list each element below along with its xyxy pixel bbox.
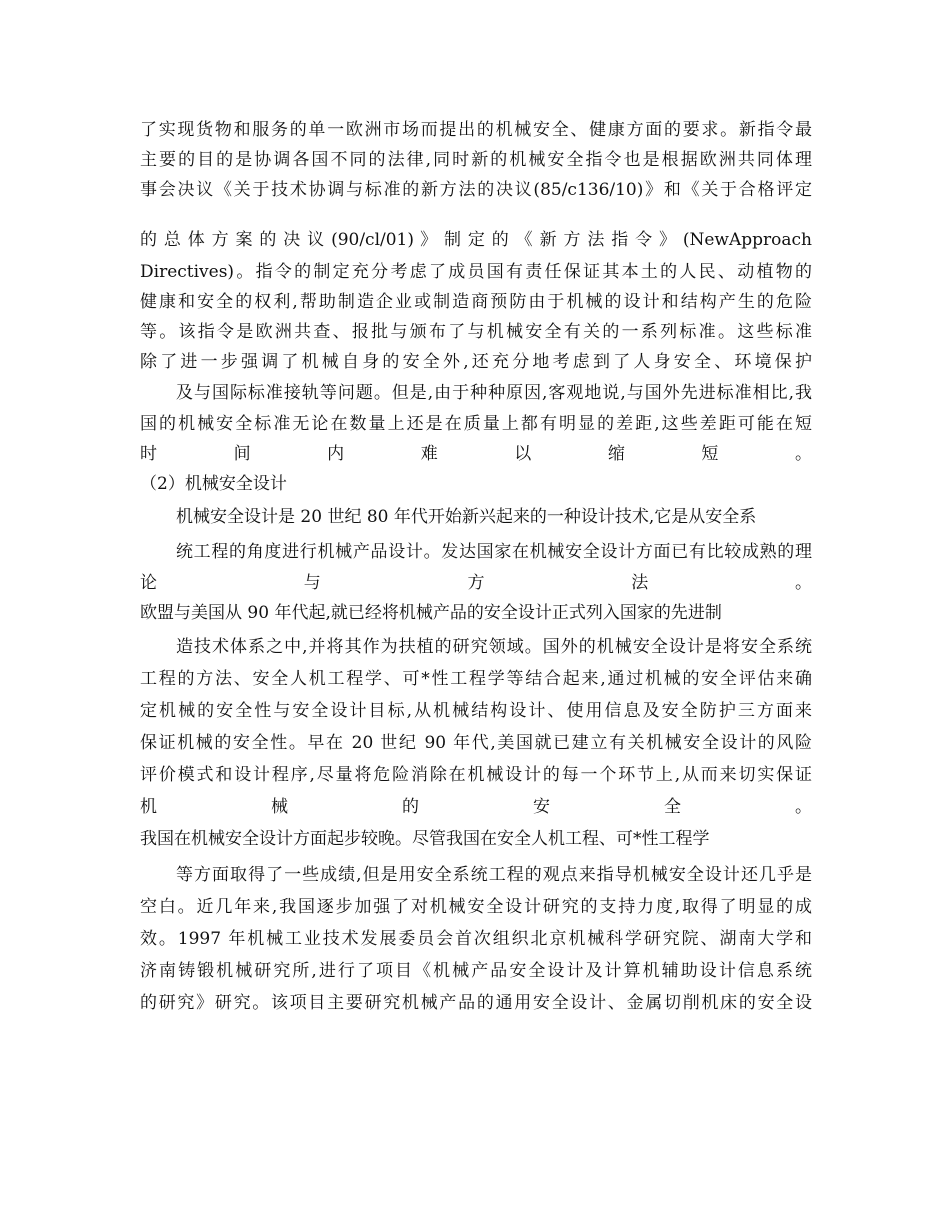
section-heading: 机械安全设计是 20 世纪 80 年代开始新兴起来的一种设计技术,它是从安全系: [176, 507, 757, 527]
text-line: 论与方法。: [140, 573, 812, 593]
text-line: 机械的安全。: [140, 797, 812, 817]
text-line: 的研究》研究。该项目主要研究机械产品的通用安全设计、金属切削机床的安全设: [140, 993, 812, 1013]
text-line: 时间内难以缩短。: [140, 444, 812, 464]
text-line: 国的机械安全标准无论在数量上还是在质量上都有明显的差距,这些差距可能在短: [140, 414, 812, 434]
text-line: 及与国际标准接轨等问题。但是,由于种种原因,客观地说,与国外先进标准相比,我: [176, 383, 812, 403]
text-line: （2）机械安全设计: [140, 474, 287, 494]
text-line: 济南铸锻机械研究所,进行了项目《机械产品安全设计及计算机辅助设计信息系统: [140, 961, 812, 981]
text-line: 事会决议《关于技术协调与标准的新方法的决议(85/c136/10)》和《关于合格评定: [140, 180, 812, 200]
text-line: 了实现货物和服务的单一欧洲市场而提出的机械安全、健康方面的要求。新指令最: [140, 120, 812, 140]
text-line: 欧盟与美国从 90 年代起,就已经将机械产品的安全设计正式列入国家的先进制: [140, 603, 722, 623]
text-line: 健康和安全的权利,帮助制造企业或制造商预防由于机械的设计和结构产生的危险: [140, 292, 812, 312]
text-line: 等。该指令是欧洲共查、报批与颁布了与机械安全有关的一系列标准。这些标准: [140, 322, 812, 342]
text-line: 工程的方法、安全人机工程学、可*性工程学等结合起来,通过机械的安全评估来确: [140, 669, 812, 689]
text-line: 效。1997 年机械工业技术发展委员会首次组织北京机械科学研究院、湖南大学和: [140, 929, 812, 949]
text-line: Directives)。指令的制定充分考虑了成员国有责任保证其本土的人民、动植物的: [140, 262, 812, 282]
text-line: 造技术体系之中,并将其作为扶植的研究领域。国外的机械安全设计是将安全系统: [176, 637, 812, 657]
text-line: 保证机械的安全性。早在 20 世纪 90 年代,美国就已建立有关机械安全设计的风险: [140, 733, 812, 753]
text-line: 评价模式和设计程序,尽量将危险消除在机械设计的每一个环节上,从而来切实保证: [140, 765, 812, 785]
text-line: 统工程的角度进行机械产品设计。发达国家在机械安全设计方面已有比较成熟的理: [176, 542, 812, 562]
text-line: 我国在机械安全设计方面起步较晚。尽管我国在安全人机工程、可*性工程学: [140, 829, 710, 849]
text-line: 等方面取得了一些成绩,但是用安全系统工程的观点来指导机械安全设计还几乎是: [176, 865, 812, 885]
text-line: 主要的目的是协调各国不同的法律,同时新的机械安全指令也是根据欧洲共同体理: [140, 150, 812, 170]
text-line: 除了进一步强调了机械自身的安全外,还充分地考虑到了人身安全、环境保护: [140, 352, 812, 372]
text-line: 的 总 体 方 案 的 决 议 (90/cl/01) 》 制 定 的 《 新 方 法 指 令 》 (NewApproach: [140, 230, 812, 250]
text-line: 空白。近几年来,我国逐步加强了对机械安全设计研究的支持力度,取得了明显的成: [140, 897, 812, 917]
text-line: [140, 1020, 812, 1050]
text-line: 定机械的安全性与安全设计目标,从机械结构设计、使用信息及安全防护三方面来: [140, 701, 812, 721]
